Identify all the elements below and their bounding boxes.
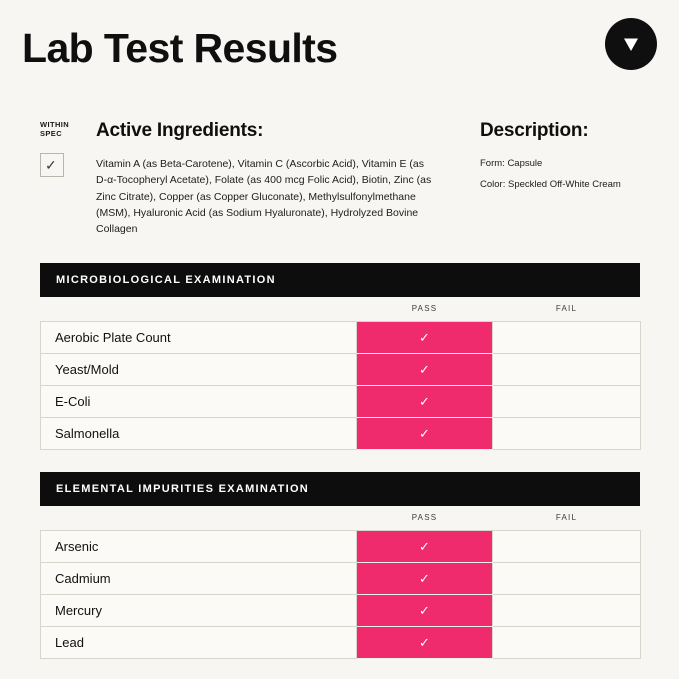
microbiological-table-block <box>40 263 640 450</box>
table-row <box>41 627 641 659</box>
brand-logo-icon <box>605 18 657 70</box>
elemental-impurities-table-block <box>40 472 640 659</box>
column-header-pass: PASS <box>357 506 493 531</box>
test-name: Yeast/Mold <box>41 354 357 386</box>
table-row <box>41 531 641 563</box>
table-row <box>41 386 641 418</box>
active-ingredients-heading: Active Ingredients: <box>96 120 264 141</box>
within-spec-label: WITHIN SPEC <box>40 120 70 139</box>
pass-cell[interactable] <box>357 627 493 659</box>
microbiological-section-title: MICROBIOLOGICAL EXAMINATION <box>40 263 640 297</box>
column-header-pass: PASS <box>357 297 493 322</box>
check-icon: ✓ <box>419 539 430 554</box>
pass-cell[interactable] <box>357 531 493 563</box>
table-gap <box>40 450 640 472</box>
elemental-impurities-section-title: ELEMENTAL IMPURITIES EXAMINATION <box>40 472 640 506</box>
description-heading: Description: <box>480 120 589 141</box>
check-icon: ✓ <box>419 330 430 345</box>
test-name: Salmonella <box>41 418 357 450</box>
fail-cell[interactable] <box>493 354 641 386</box>
table-row <box>41 563 641 595</box>
pass-cell[interactable] <box>357 563 493 595</box>
fail-cell[interactable] <box>493 563 641 595</box>
test-name: Aerobic Plate Count <box>41 322 357 354</box>
table-row <box>41 418 641 450</box>
active-ingredients-block <box>96 120 436 237</box>
pass-cell[interactable] <box>357 595 493 627</box>
fail-cell[interactable] <box>493 386 641 418</box>
test-name: Mercury <box>41 595 357 627</box>
column-header-fail: FAIL <box>493 297 641 322</box>
page-title: Lab Test Results <box>22 25 338 71</box>
pass-cell[interactable] <box>357 386 493 418</box>
within-spec-block <box>40 120 88 177</box>
column-header-name <box>41 297 357 322</box>
table-header-row <box>41 506 641 531</box>
fail-cell[interactable] <box>493 595 641 627</box>
microbiological-table <box>40 297 641 450</box>
test-name: Lead <box>41 627 357 659</box>
table-row <box>41 595 641 627</box>
active-ingredients-text: Vitamin A (as Beta-Carotene), Vitamin C (Ascorbic Acid), Vitamin E (as D-α-Tocopheryl Acetate), Folate (as 400 mcg Folic Acid), Biotin, Zinc (as Zinc Citrate), Copper (as Copper Gluconate), Methylsulfonylmethane (MSM), Hyaluronic Acid (as Sodium Hyaluronate), Hydrolyzed Bovine Collagen <box>96 158 432 236</box>
table-row <box>41 322 641 354</box>
check-icon: ✓ <box>419 635 430 650</box>
description-text <box>480 156 660 192</box>
results-tables <box>40 263 640 659</box>
elemental-impurities-table <box>40 506 641 659</box>
pass-cell[interactable] <box>357 418 493 450</box>
test-name: Cadmium <box>41 563 357 595</box>
check-icon: ✓ <box>419 394 430 409</box>
description-block <box>480 120 660 198</box>
pass-cell[interactable] <box>357 322 493 354</box>
check-icon: ✓ <box>45 156 57 173</box>
fail-cell[interactable] <box>493 418 641 450</box>
check-icon: ✓ <box>419 571 430 586</box>
test-name: E-Coli <box>41 386 357 418</box>
within-spec-checkbox[interactable] <box>40 153 64 177</box>
check-icon: ✓ <box>419 603 430 618</box>
column-header-name <box>41 506 357 531</box>
fail-cell[interactable] <box>493 531 641 563</box>
pass-cell[interactable] <box>357 354 493 386</box>
fail-cell[interactable] <box>493 322 641 354</box>
column-header-fail: FAIL <box>493 506 641 531</box>
table-row <box>41 354 641 386</box>
check-icon: ✓ <box>419 426 430 441</box>
test-name: Arsenic <box>41 531 357 563</box>
description-form: Form: Capsule <box>480 158 543 169</box>
check-icon: ✓ <box>419 362 430 377</box>
description-color: Color: Speckled Off-White Cream <box>480 179 621 191</box>
fail-cell[interactable] <box>493 627 641 659</box>
table-header-row <box>41 297 641 322</box>
